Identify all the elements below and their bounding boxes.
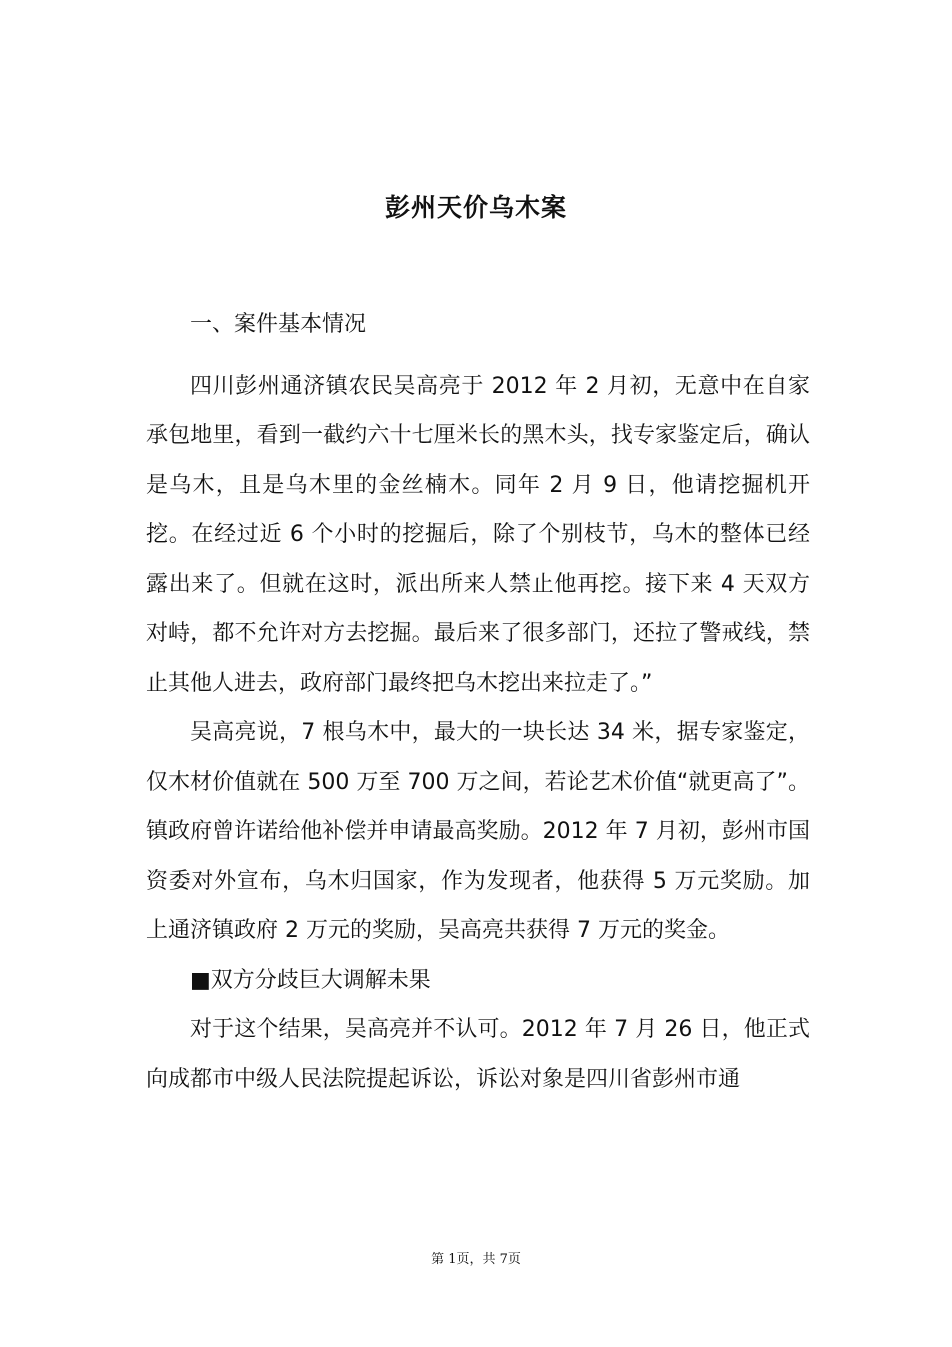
paragraph-2: 吴高亮说，7 根乌木中，最大的一块长达 34 米，据专家鉴定，仅木材价值就在 500 万至 700 万之间，若论艺术价值“就更高了”。镇政府曾许诺给他补偿并申请最高奖励。2012 年 7 月初，彭州市国资委对外宣布，乌木归国家，作为发现者，他获得 5 万元奖励。加上通济镇政府 2 万元的奖励，吴高亮共获得 7 万元的奖金。 <box>146 720 810 943</box>
document-title: 彭州天价乌木案 <box>384 193 567 222</box>
paragraph-3: 对于这个结果，吴高亮并不认可。2012 年 7 月 26 日，他正式向成都市中级人民法院提起诉讼，诉讼对象是四川省彭州市通 <box>146 1017 810 1092</box>
document-body <box>146 300 810 1104</box>
page-number-footer: 第 1页，共 7页 <box>431 1252 521 1267</box>
subheading-dispute: ■双方分歧巨大调解未果 <box>190 967 431 993</box>
section-heading: 一、案件基本情况 <box>190 312 367 337</box>
paragraph-1: 四川彭州通济镇农民吴高亮于 2012 年 2 月初，无意中在自家承包地里，看到一截约六十七厘米长的黑木头，找专家鉴定后，确认是乌木，且是乌木里的金丝楠木。同年 2 月 9 日，他请挖掘机开挖。在经过近 6 个小时的挖掘后，除了个别枝节，乌木的整体已经露出来了。但就在这时，派出所来人禁止他再挖。接下来 4 天双方对峙，都不允许对方去挖掘。最后来了很多部门，还拉了警戒线，禁止其他人进去，政府部门最终把乌木挖出来拉走了。” <box>146 373 810 696</box>
